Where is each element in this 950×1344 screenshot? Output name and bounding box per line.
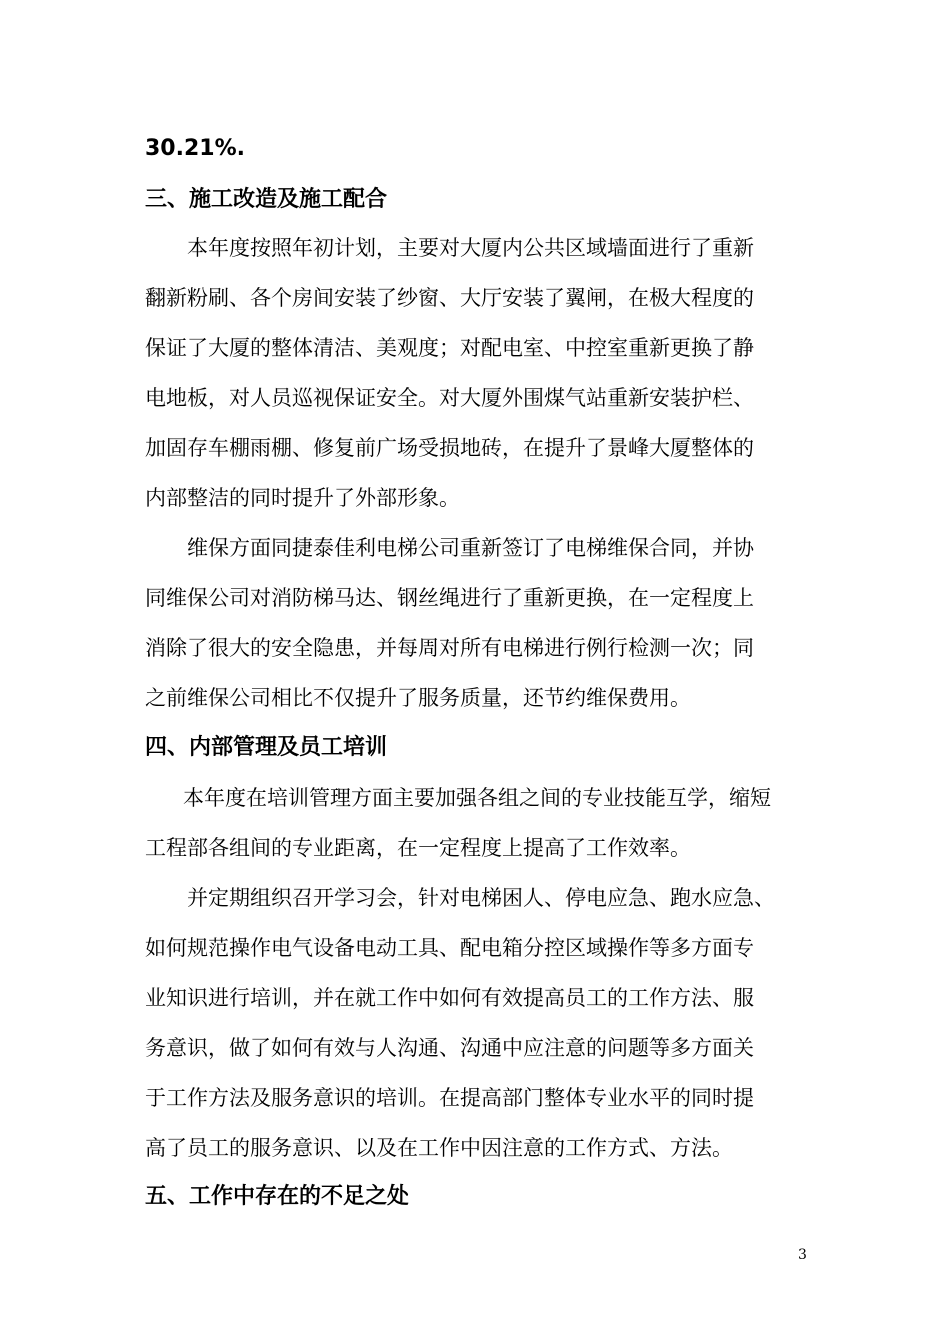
paragraph-line: 同维保公司对消防梯马达、钢丝绳进行了重新更换，在一定程度上 [145,586,754,610]
paragraph-line: 高了员工的服务意识、以及在工作中因注意的工作方式、方法。 [145,1136,733,1160]
paragraph-line: 保证了大厦的整体清洁、美观度；对配电室、中控室重新更换了静 [145,336,754,360]
paragraph-line: 如何规范操作电气设备电动工具、配电箱分控区域操作等多方面专 [145,936,754,960]
paragraph-line: 加固存车棚雨棚、修复前广场受损地砖，在提升了景峰大厦整体的 [145,436,754,460]
paragraph-line: 内部整洁的同时提升了外部形象。 [145,486,460,510]
paragraph-line: 工程部各组间的专业距离，在一定程度上提高了工作效率。 [145,836,691,860]
paragraph-line: 翻新粉刷、各个房间安装了纱窗、大厅安装了翼闸，在极大程度的 [145,286,754,310]
paragraph-line: 本年度按照年初计划，主要对大厦内公共区域墙面进行了重新 [187,236,754,260]
continuation-value: 30.21%. [145,136,245,161]
paragraph-line: 消除了很大的安全隐患，并每周对所有电梯进行例行检测一次；同 [145,636,754,660]
paragraph-line: 维保方面同捷泰佳利电梯公司重新签订了电梯维保合同，并协 [187,536,754,560]
section-heading-shortcomings: 五、工作中存在的不足之处 [145,1184,410,1209]
paragraph-line: 务意识，做了如何有效与人沟通、沟通中应注意的问题等多方面关 [145,1036,754,1060]
paragraph-line: 本年度在培训管理方面主要加强各组之间的专业技能互学，缩短 [183,786,771,810]
paragraph-line: 之前维保公司相比不仅提升了服务质量，还节约维保费用。 [145,686,691,710]
section-heading-construction: 三、施工改造及施工配合 [145,187,388,212]
paragraph-line: 业知识进行培训，并在就工作中如何有效提高员工的工作方法、服 [145,986,754,1010]
page-number: 3 [798,1247,807,1263]
section-heading-management: 四、内部管理及员工培训 [145,735,388,760]
paragraph-line: 并定期组织召开学习会，针对电梯困人、停电应急、跑水应急、 [187,886,775,910]
paragraph-line: 电地板，对人员巡视保证安全。对大厦外围煤气站重新安装护栏、 [145,386,754,410]
paragraph-line: 于工作方法及服务意识的培训。在提高部门整体专业水平的同时提 [145,1086,754,1110]
